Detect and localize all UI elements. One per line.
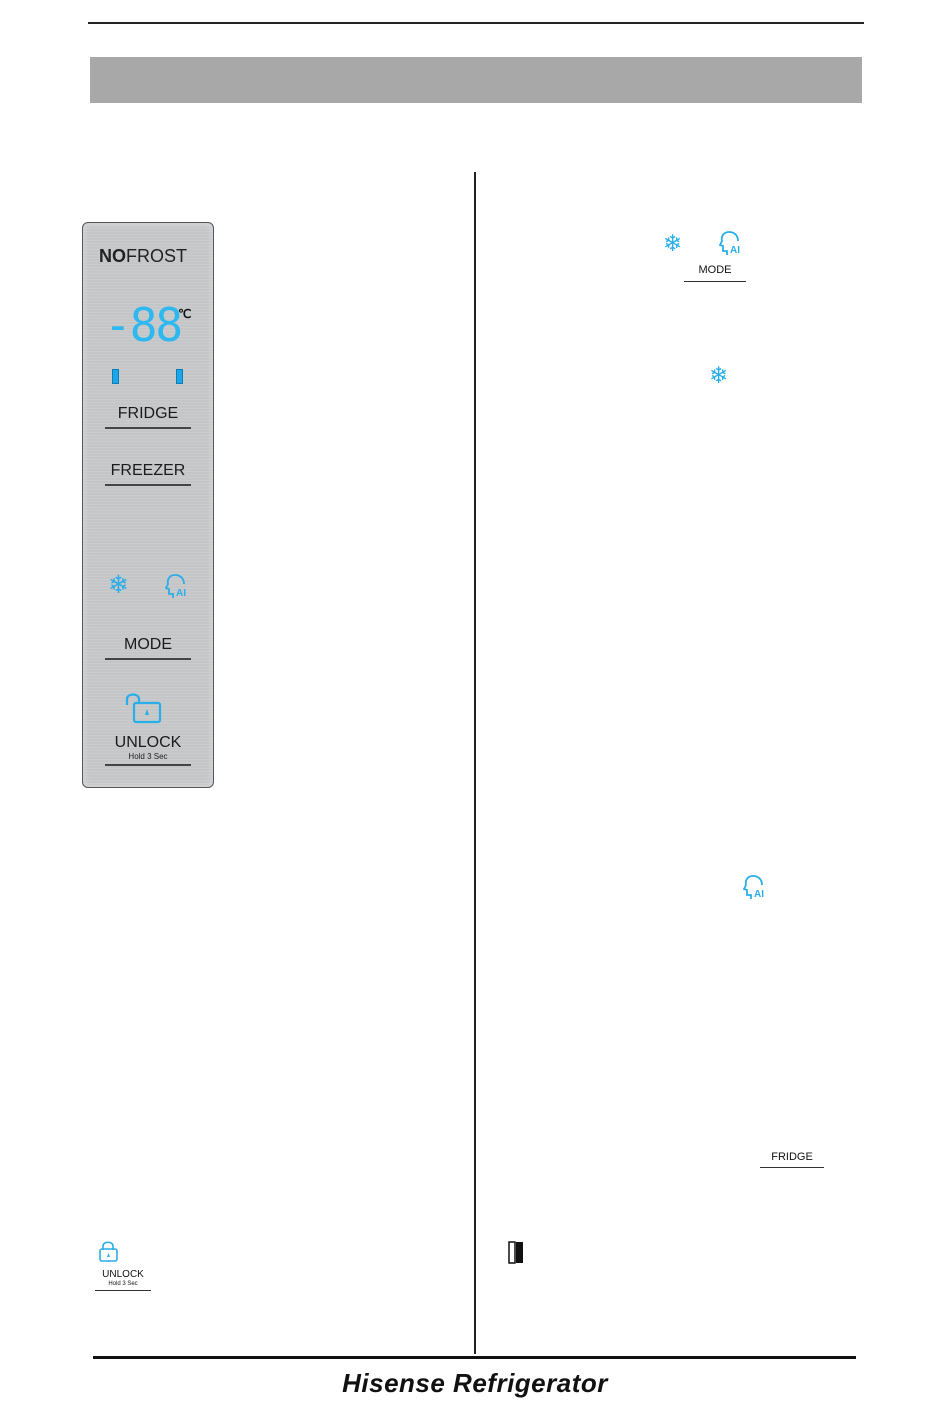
mode-button-label[interactable]: MODE bbox=[124, 636, 172, 653]
fridge-button-line-small bbox=[760, 1167, 824, 1168]
svg-text:AI: AI bbox=[754, 889, 764, 900]
temperature-indicator-icon bbox=[508, 1241, 524, 1265]
unlock-button-label[interactable]: UNLOCK bbox=[114, 734, 182, 751]
unlock-button-line-small bbox=[95, 1290, 151, 1291]
ai-head-icon bbox=[719, 229, 745, 257]
lock-icon bbox=[124, 691, 162, 725]
freezer-indicator-icon bbox=[176, 369, 183, 384]
mode-button-label-small: MODE bbox=[698, 264, 732, 276]
nofrost-suffix: FROST bbox=[126, 246, 187, 266]
column-divider bbox=[474, 172, 476, 1354]
top-rule bbox=[88, 22, 864, 24]
nofrost-prefix: NO bbox=[99, 246, 126, 266]
fridge-button-label-small: FRIDGE bbox=[771, 1151, 813, 1163]
unlock-hint-small: Hold 3 Sec bbox=[108, 1281, 138, 1287]
footer-brand: Hisense Refrigerator bbox=[342, 1368, 608, 1398]
fridge-button-line bbox=[105, 427, 191, 429]
svg-text:AI: AI bbox=[730, 245, 740, 256]
ai-head-icon bbox=[743, 873, 769, 901]
fridge-indicator-icon bbox=[112, 369, 119, 384]
fridge-button-label[interactable]: FRIDGE bbox=[117, 405, 179, 422]
temperature-display: -88 bbox=[104, 298, 182, 352]
mode-button-line bbox=[105, 658, 191, 660]
section-header-bar bbox=[90, 57, 862, 103]
unlock-button-line bbox=[105, 764, 191, 766]
nofrost-logo bbox=[99, 246, 199, 267]
mode-button-line-small bbox=[684, 281, 746, 282]
ai-head-icon bbox=[165, 572, 191, 600]
svg-text:AI: AI bbox=[176, 588, 186, 599]
snowflake-icon: ❄ bbox=[663, 230, 683, 256]
bottom-rule bbox=[93, 1356, 856, 1359]
snowflake-icon: ❄ bbox=[108, 571, 129, 599]
lock-icon bbox=[97, 1240, 121, 1262]
unlock-button-label-small: UNLOCK bbox=[102, 1269, 144, 1280]
snowflake-icon: ❄ bbox=[709, 362, 729, 388]
freezer-button-line bbox=[105, 484, 191, 486]
freezer-button-label[interactable]: FREEZER bbox=[110, 462, 186, 479]
unit-label: ℃ bbox=[178, 307, 192, 321]
unlock-hint: Hold 3 Sec bbox=[128, 752, 168, 761]
